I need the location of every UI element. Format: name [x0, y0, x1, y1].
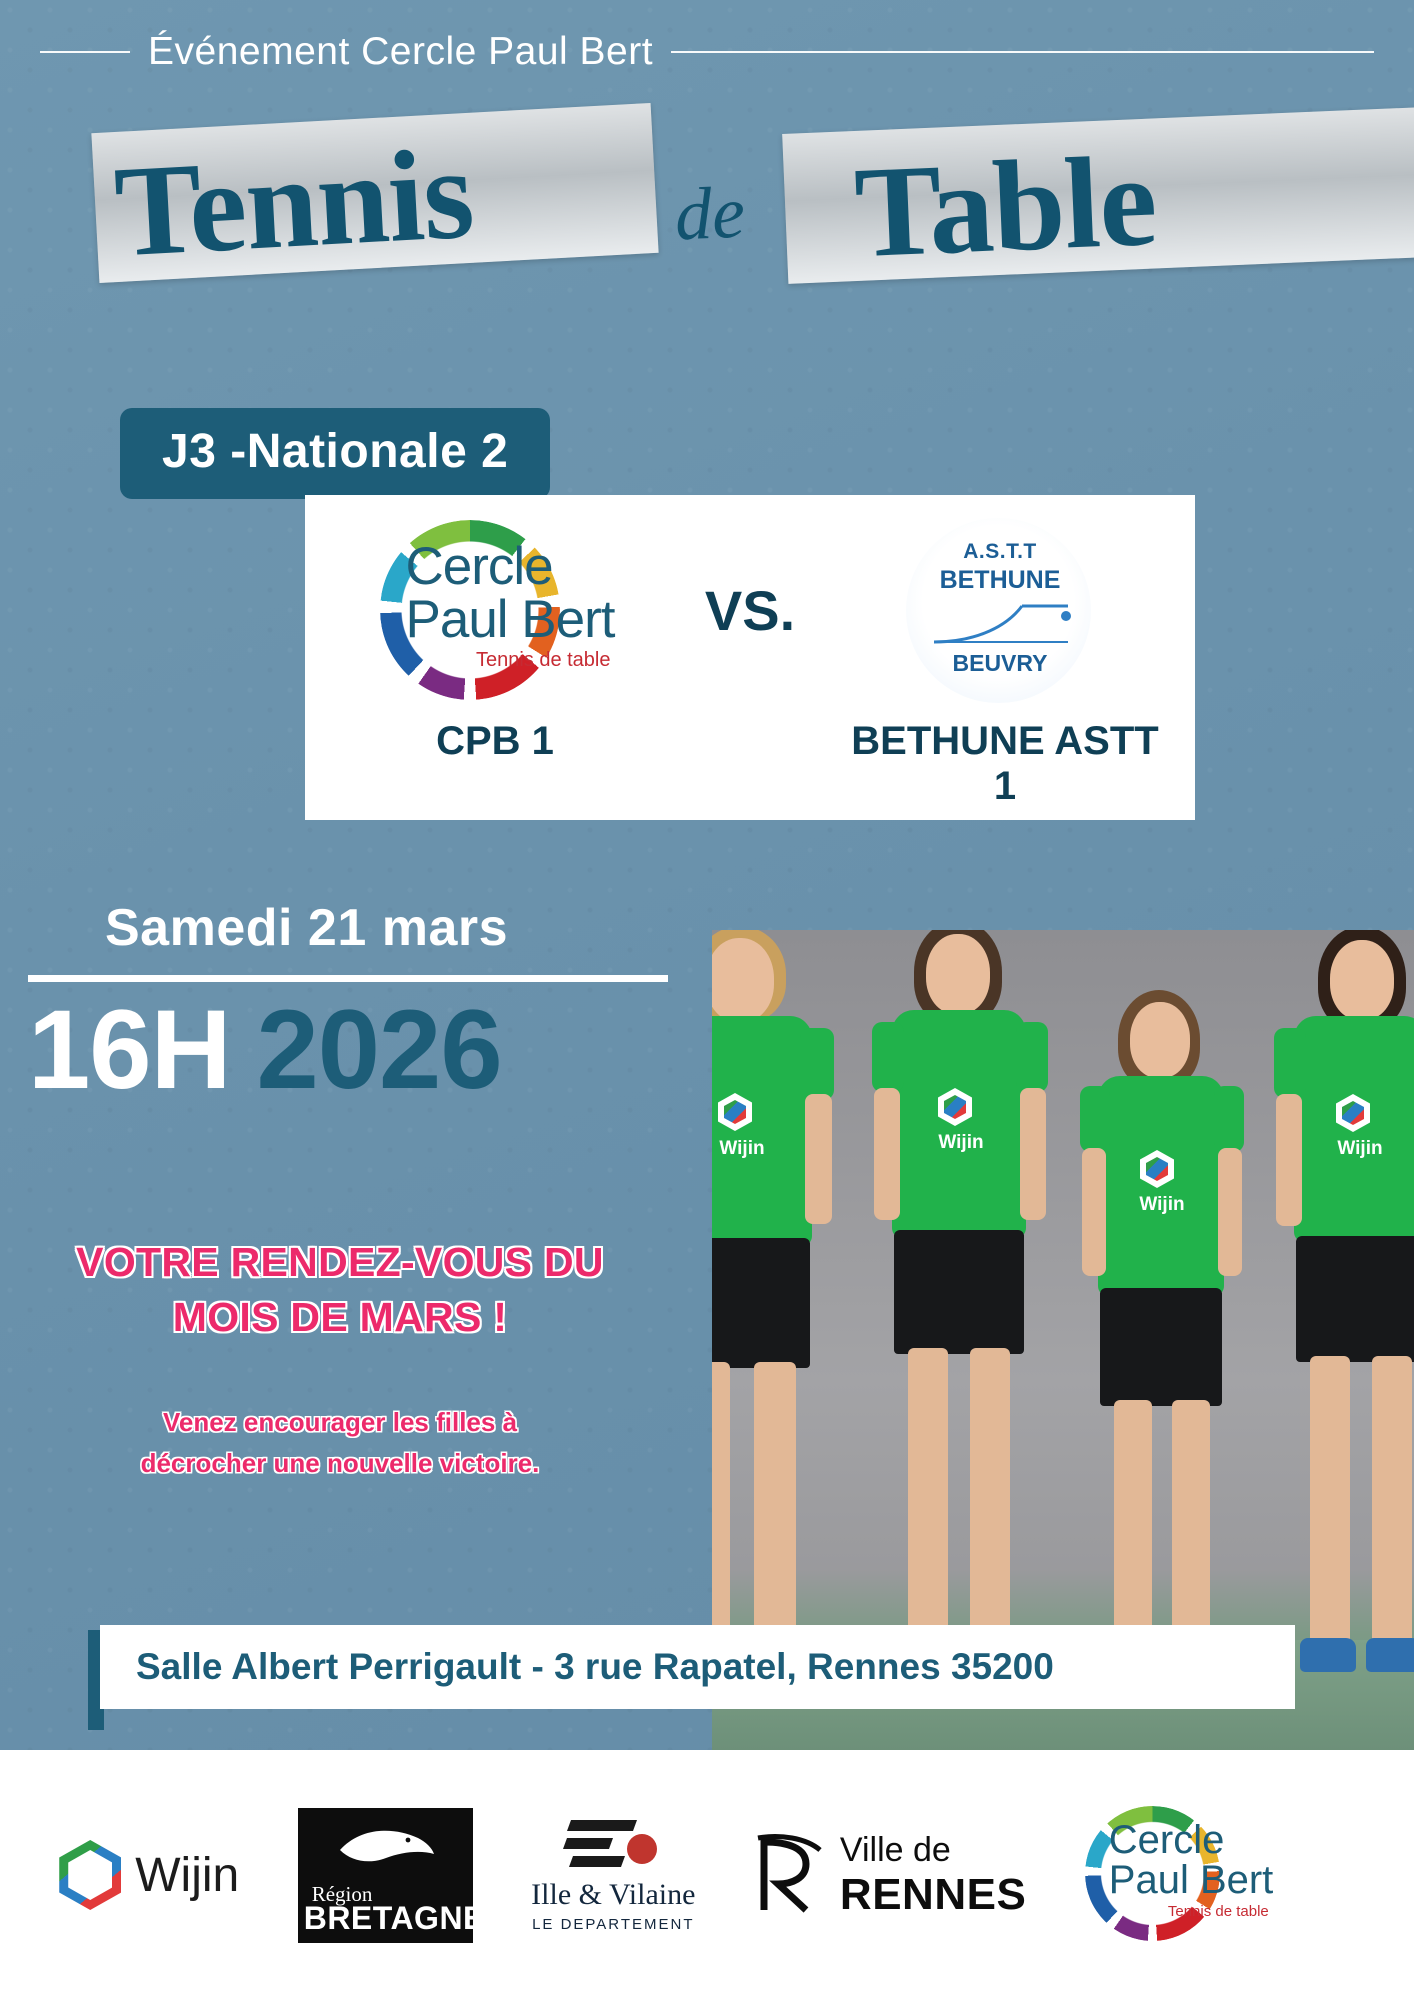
player-4-shorts — [1296, 1236, 1414, 1362]
title-word-de: de — [673, 171, 747, 257]
callout-sub-line2: décrocher une nouvelle victoire. — [140, 1448, 540, 1479]
player-2 — [822, 998, 1052, 1688]
cpb-logo-line3: Tennis de table — [475, 649, 611, 671]
away-team-name: BETHUNE ASTT 1 — [851, 719, 1159, 808]
match-card — [305, 495, 1195, 820]
cpb-logo-line1: Cercle — [405, 537, 553, 596]
player-3-leg-left — [1114, 1400, 1152, 1662]
player-2-head — [926, 934, 990, 1014]
title-word-table: Table — [852, 128, 1159, 286]
wijin-logo-icon — [59, 1840, 121, 1910]
cercle-paul-bert-logo-icon — [358, 510, 633, 710]
date-divider — [28, 975, 668, 982]
sponsor-rennes-text — [840, 1831, 1026, 1920]
player-4-shoe-left — [1300, 1638, 1356, 1672]
sponsor-bretagne-line1: Région — [311, 1881, 373, 1906]
match-logos-row — [305, 495, 1195, 725]
match-names-row — [305, 719, 1195, 809]
names-spacer — [665, 719, 835, 809]
sponsor-cpb-line2: Paul Bert — [1108, 1858, 1274, 1902]
player-3-jersey — [1098, 1076, 1224, 1296]
player-3-jersey-text: Wijin — [1139, 1194, 1185, 1215]
player-3-shorts — [1100, 1288, 1222, 1406]
event-year: 2026 — [256, 987, 502, 1112]
player-3-arm-left — [1082, 1148, 1106, 1276]
home-team-block — [325, 510, 665, 710]
player-1-shorts — [712, 1238, 810, 1368]
sponsor-wijin — [59, 1840, 239, 1910]
venue-bar — [100, 1625, 1295, 1709]
sponsor-cercle-paul-bert — [1085, 1800, 1355, 1950]
bethune-logo-line1: A.S.T.T — [963, 540, 1037, 563]
player-4-sleeve-left — [1274, 1028, 1306, 1098]
player-4-jersey-text: Wijin — [1337, 1138, 1383, 1159]
sponsor-cpb-line3: Tennis de table — [1167, 1903, 1269, 1920]
venue-text: Salle Albert Perrigault - 3 rue Rapatel, Rennes 35200 — [136, 1646, 1054, 1687]
header-rule-right — [671, 51, 1374, 53]
poster-header — [0, 30, 1414, 74]
player-2-jersey — [892, 1010, 1026, 1238]
bethune-astt-logo-icon — [898, 510, 1113, 710]
player-4-shoe-right — [1366, 1638, 1414, 1672]
sponsor-iv-line2: LE DEPARTEMENT — [532, 1915, 695, 1933]
versus-label: VS. — [704, 578, 796, 642]
player-2-leg-left — [908, 1348, 948, 1648]
sponsor-region-bretagne — [298, 1808, 485, 1943]
rennes-logo-icon — [754, 1832, 826, 1918]
sponsor-ille-et-vilaine — [531, 1818, 695, 1933]
player-2-leg-right — [970, 1348, 1010, 1648]
callout-sub-text — [20, 1402, 660, 1485]
cpb-logo-text — [405, 537, 636, 671]
sponsor-rennes-line1: Ville de — [839, 1830, 951, 1869]
event-hour: 16H — [28, 987, 231, 1112]
player-2-jersey-text: Wijin — [938, 1132, 984, 1153]
callout-main-text: VOTRE RENDEZ-VOUS DU MOIS DE MARS ! — [76, 1239, 604, 1341]
player-1-jersey-text: Wijin — [719, 1138, 765, 1159]
player-4 — [1232, 998, 1414, 1688]
bethune-table-curve-icon — [930, 596, 1075, 648]
player-3-leg-right — [1172, 1400, 1210, 1662]
bethune-logo-line3: BEUVRY — [952, 650, 1048, 676]
competition-badge: J3 -Nationale 2 — [120, 408, 550, 499]
player-1-head — [712, 938, 774, 1022]
callout-sub-line1: Venez encourager les filles à — [162, 1406, 518, 1437]
away-team-block — [835, 510, 1175, 710]
sponsor-ville-de-rennes — [754, 1831, 1026, 1920]
sponsor-rennes-line2: RENNES — [839, 1869, 1027, 1919]
sponsor-bretagne-line2: BRETAGNE — [303, 1899, 485, 1936]
bethune-logo-line2: BETHUNE — [939, 566, 1061, 594]
event-date: Samedi 21 mars — [105, 899, 509, 957]
sponsor-cpb-line1: Cercle — [1108, 1818, 1225, 1862]
cpb-footer-text — [1109, 1820, 1349, 1919]
player-2-arm-left — [874, 1088, 900, 1220]
player-1-jersey — [712, 1016, 812, 1246]
player-4-arm-left — [1276, 1094, 1302, 1226]
header-title: Événement Cercle Paul Bert — [148, 30, 654, 73]
player-2-sleeve-left — [872, 1022, 904, 1092]
sponsor-iv-line1: Ille & Vilaine — [531, 1877, 696, 1911]
callout-block — [20, 1235, 660, 1485]
event-time-row — [28, 985, 502, 1114]
player-4-leg-right — [1372, 1356, 1412, 1648]
cpb-logo-line2: Paul Bert — [405, 590, 615, 649]
player-4-head — [1330, 940, 1394, 1020]
title-word-tennis: Tennis — [111, 121, 477, 285]
title-banner — [0, 110, 1414, 330]
bretagne-bird-icon — [334, 1820, 439, 1872]
player-4-leg-left — [1310, 1356, 1350, 1648]
player-1-leg-right — [754, 1362, 796, 1652]
player-3-head — [1130, 1002, 1190, 1078]
header-rule-left — [40, 51, 130, 53]
player-3-sleeve-left — [1080, 1086, 1110, 1152]
ille-et-vilaine-logo-icon — [565, 1818, 661, 1870]
player-1-leg-left — [712, 1362, 730, 1652]
sponsor-wijin-label: Wijin — [135, 1848, 240, 1902]
home-team-name: CPB 1 — [436, 719, 554, 763]
player-2-shorts — [894, 1230, 1024, 1354]
player-3 — [1034, 1038, 1249, 1688]
sponsor-footer — [0, 1750, 1414, 2000]
player-1 — [712, 988, 832, 1688]
